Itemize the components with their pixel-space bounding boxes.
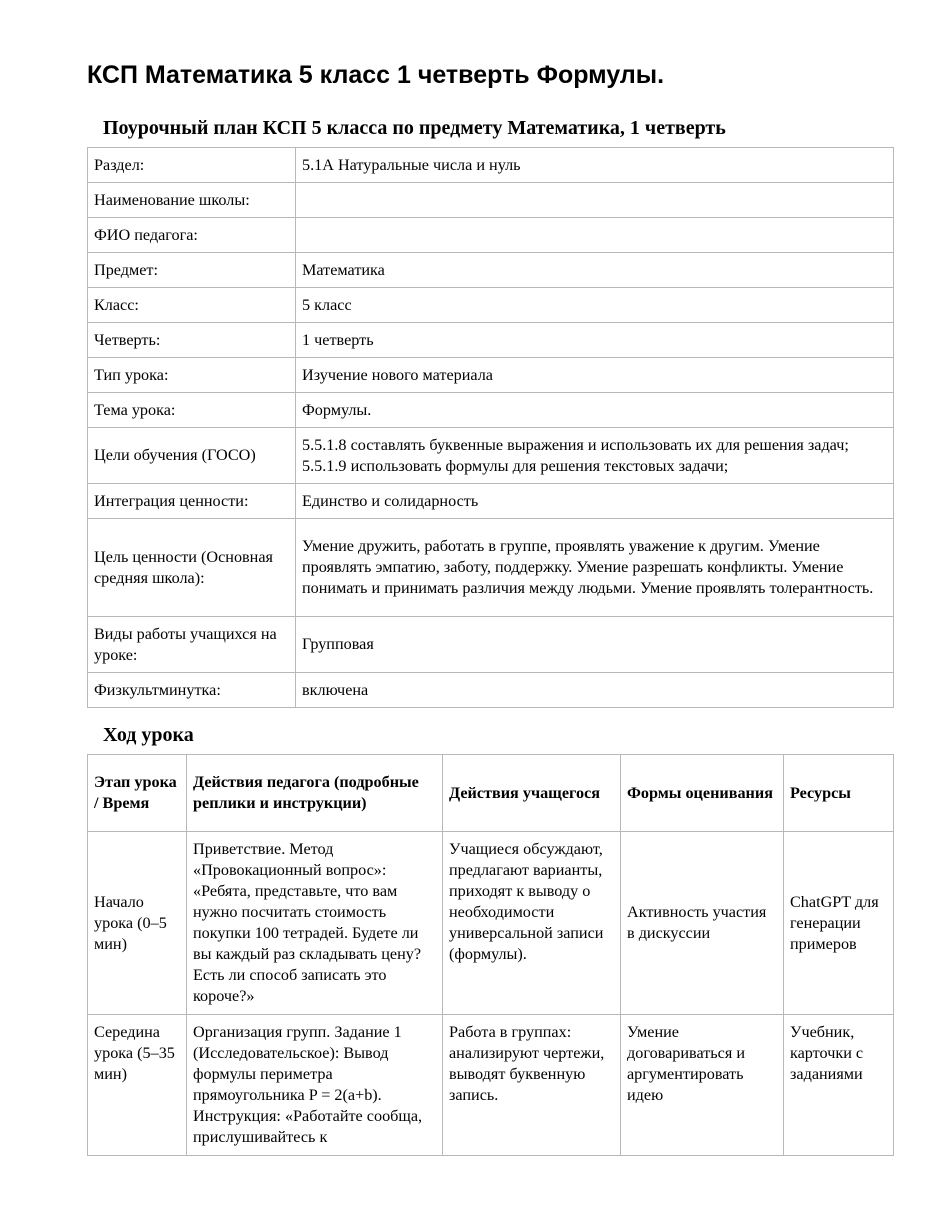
info-row-school [88, 183, 894, 218]
info-label: Класс: [88, 288, 296, 323]
info-label: Виды работы учащихся на уроке: [88, 617, 296, 673]
info-label: Предмет: [88, 253, 296, 288]
info-value: Групповая [296, 617, 894, 673]
info-label: Тема урока: [88, 393, 296, 428]
info-value: 5.5.1.8 составлять буквенные выражения и использовать их для решения задач; 5.5.1.9 использовать формулы для решения текстовых задачи; [296, 428, 894, 484]
info-value: Единство и солидарность [296, 484, 894, 519]
page-title: КСП Математика 5 класс 1 четверть Формулы. [87, 61, 665, 89]
info-label: Наименование школы: [88, 183, 296, 218]
column-header-stage: Этап урока / Время [88, 755, 187, 832]
info-value: Формулы. [296, 393, 894, 428]
info-label: Цели обучения (ГОСО) [88, 428, 296, 484]
info-label: Тип урока: [88, 358, 296, 393]
assessment-cell: Умение договариваться и аргументировать идею [621, 1015, 784, 1156]
info-value: 5.1А Натуральные числа и нуль [296, 148, 894, 183]
info-row-quarter [88, 323, 894, 358]
info-row-physical-break [88, 673, 894, 708]
student-actions-cell: Учащиеся обсуждают, предлагают варианты, приходят к выводу о необходимости универсальной записи (формулы). [443, 832, 621, 1015]
info-value: Изучение нового материала [296, 358, 894, 393]
stage-cell: Середина урока (5–35 мин) [88, 1015, 187, 1156]
lesson-flow-table [87, 754, 894, 1156]
info-value: Математика [296, 253, 894, 288]
info-value: Умение дружить, работать в группе, проявлять уважение к другим. Умение проявлять эмпатию, заботу, поддержку. Умение разрешать конфликты. Умение понимать и принимать различия между людьми. Умение проявлять толерантность. [296, 519, 894, 617]
info-row-learning-goals [88, 428, 894, 484]
teacher-actions-cell: Приветствие. Метод «Провокационный вопрос»: «Ребята, представьте, что вам нужно посчитать стоимость покупки 100 тетрадей. Будете ли вы каждый раз складывать цену? Есть ли способ записать это короче?» [187, 832, 443, 1015]
info-label: Цель ценности (Основная средняя школа): [88, 519, 296, 617]
student-actions-cell: Работа в группах: анализируют чертежи, выводят буквенную запись. [443, 1015, 621, 1156]
info-label: ФИО педагога: [88, 218, 296, 253]
info-row-value-goal [88, 519, 894, 617]
info-value: 5 класс [296, 288, 894, 323]
column-header-student-actions: Действия учащегося [443, 755, 621, 832]
stage-cell: Начало урока (0–5 мин) [88, 832, 187, 1015]
info-label: Интеграция ценности: [88, 484, 296, 519]
info-row-value-integration [88, 484, 894, 519]
info-value: 1 четверть [296, 323, 894, 358]
teacher-actions-cell: Организация групп. Задание 1 (Исследовательское): Вывод формулы периметра прямоугольника P = 2(a+b). Инструкция: «Работайте сообща, прислушивайтесь к [187, 1015, 443, 1156]
info-label: Раздел: [88, 148, 296, 183]
info-label: Физкультминутка: [88, 673, 296, 708]
column-header-assessment: Формы оценивания [621, 755, 784, 832]
table-row [88, 1015, 894, 1156]
info-value: включена [296, 673, 894, 708]
resources-cell: ChatGPT для генерации примеров [784, 832, 894, 1015]
info-row-section [88, 148, 894, 183]
lesson-flow-heading: Ход урока [103, 724, 194, 746]
resources-cell: Учебник, карточки с заданиями [784, 1015, 894, 1156]
info-value [296, 218, 894, 253]
column-header-resources: Ресурсы [784, 755, 894, 832]
info-row-work-types [88, 617, 894, 673]
lesson-info-table [87, 147, 894, 708]
assessment-cell: Активность участия в дискуссии [621, 832, 784, 1015]
info-row-topic [88, 393, 894, 428]
lesson-flow-header-row [88, 755, 894, 832]
info-row-lesson-type [88, 358, 894, 393]
info-label: Четверть: [88, 323, 296, 358]
column-header-teacher-actions: Действия педагога (подробные реплики и инструкции) [187, 755, 443, 832]
info-row-grade [88, 288, 894, 323]
lesson-plan-heading: Поурочный план КСП 5 класса по предмету Математика, 1 четверть [103, 117, 726, 139]
info-value [296, 183, 894, 218]
info-row-teacher [88, 218, 894, 253]
info-row-subject [88, 253, 894, 288]
table-row [88, 832, 894, 1015]
